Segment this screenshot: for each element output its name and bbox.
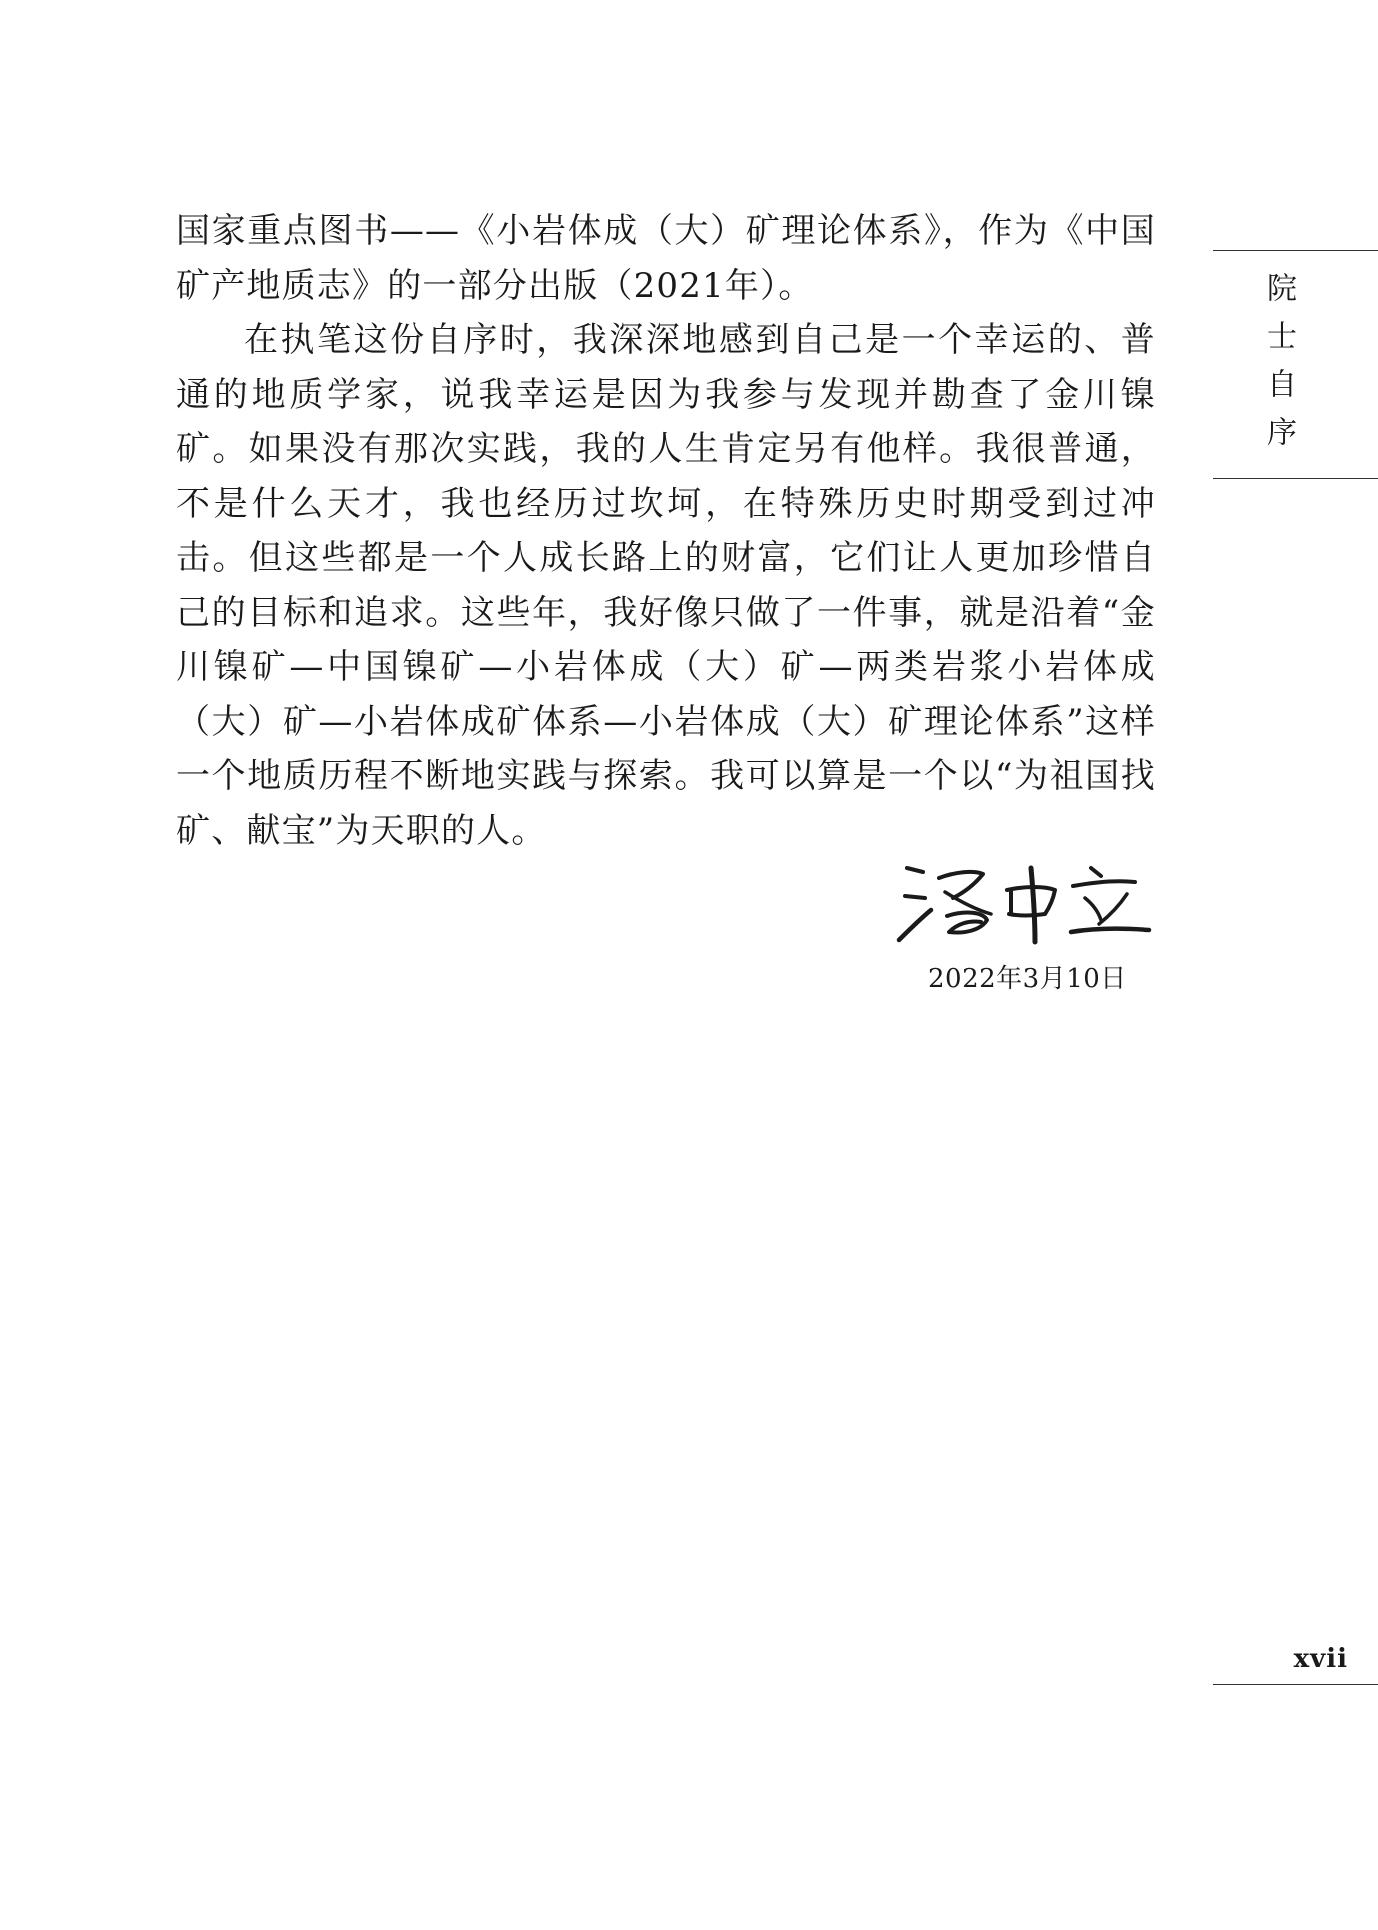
- body-text: [176, 204, 1156, 858]
- side-tab-label: 院士自序: [1261, 272, 1296, 464]
- paragraph: 在执笔这份自序时，我深深地感到自己是一个幸运的、普通的地质学家，说我幸运是因为我参与发现并勘查了金川镍矿。如果没有那次实践，我的人生肯定另有他样。我很普通，不是什么天才，我也经历过坎坷，在特殊历史时期受到过冲击。但这些都是一个人成长路上的财富，它们让人更加珍惜自己的目标和追求。这些年，我好像只做了一件事，就是沿着“金川镍矿—中国镍矿—小岩体成（大）矿—两类岩浆小岩体成（大）矿—小岩体成矿体系—小岩体成（大）矿理论体系”这样一个地质历程不断地实践与探索。我可以算是一个以“为祖国找矿、献宝”为天职的人。: [176, 320, 1156, 851]
- paragraph-continued: 国家重点图书——《小岩体成（大）矿理论体系》，作为《中国矿产地质志》的一部分出版（2021年）。: [176, 211, 1156, 306]
- section-side-tab: [1213, 250, 1378, 480]
- page-number: xvii: [1293, 1644, 1348, 1674]
- handwritten-signature: [895, 858, 1155, 948]
- footer-rule: [1213, 1684, 1378, 1685]
- side-tab-bottom-rule: [1213, 478, 1378, 479]
- signature-date: 2022年3月10日: [928, 964, 1127, 994]
- side-tab-top-rule: [1213, 250, 1378, 251]
